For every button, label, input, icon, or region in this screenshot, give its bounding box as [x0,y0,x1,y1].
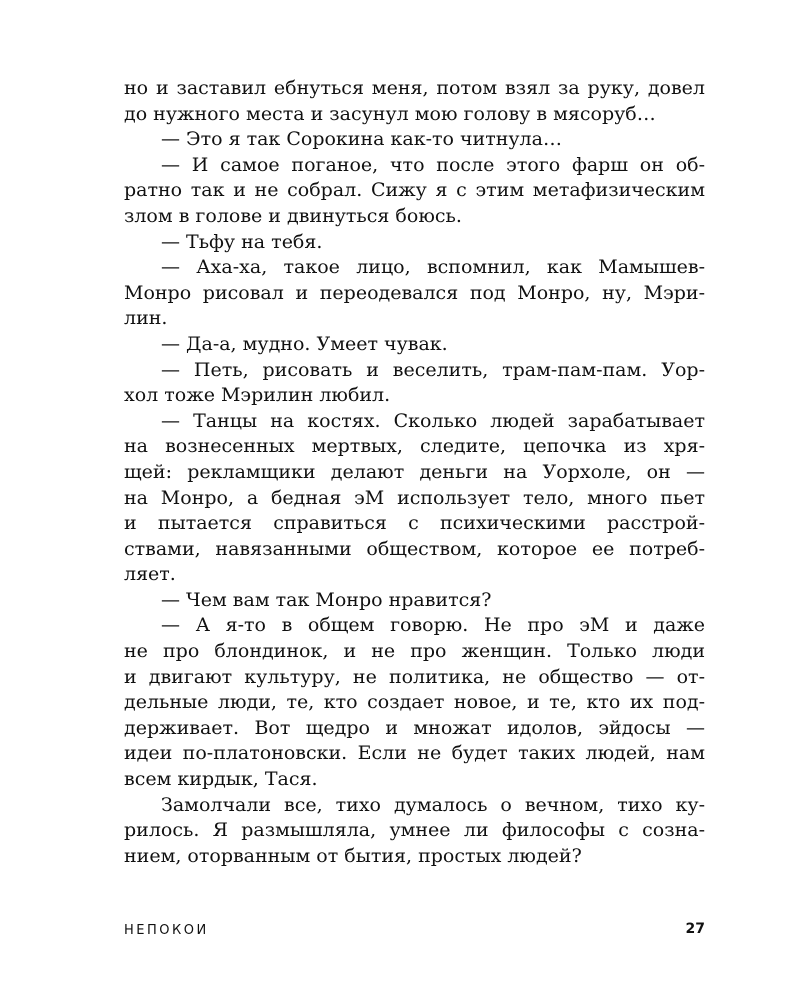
text-line-30: рилось. Я размышляла, умнее ли философы с созна- [124,819,705,842]
text-line-29: Замолчали все, тихо думалось о вечном, тихо ку- [161,793,705,816]
text-line-10: лин. [124,307,168,330]
text-line-14: — Танцы на костях. Сколько людей зарабатывает [161,409,705,432]
text-line-13: хол тоже Мэрилин любил. [124,384,391,407]
text-line-5: ратно так и не собрал. Сижу я с этим метафизическим [124,179,705,202]
text-line-12: — Петь, рисовать и веселить, трам-пам-пам. Уор- [161,358,705,381]
text-line-3: — Это я так Сорокина как-то читнула… [161,128,562,151]
text-line-2: до нужного места и засунул мою голову в мясоруб… [124,102,656,125]
running-footer-title: НЕПОКОИ [124,923,209,938]
page-number: 27 [685,921,705,937]
text-line-24: и двигают культуру, не политика, не общество — от- [124,665,705,688]
text-line-22: — А я-то в общем говорю. Не про эМ и даже [161,614,705,637]
text-line-8: — Аха-ха, такое лицо, вспомнил, как Мамышев- [161,256,705,279]
text-line-9: Монро рисовал и переодевался под Монро, ну, Мэри- [124,281,705,304]
text-line-16: щей: рекламщики делают деньги на Уорхоле, он — [124,460,705,483]
text-line-27: идеи по-платоновски. Если не будет таких людей, нам [124,742,705,765]
text-line-25: дельные люди, те, кто создает новое, и те, кто их под- [124,691,705,714]
text-line-31: нием, оторванным от бытия, простых людей? [124,844,582,867]
text-line-6: злом в голове и двинуться боюсь. [124,204,462,227]
text-line-19: ствами, навязанными обществом, которое ее потреб- [124,537,705,560]
text-line-1: но и заставил ебнуться меня, потом взял за руку, довел [124,77,705,99]
text-line-4: — И самое поганое, что после этого фарш он об- [161,153,705,176]
text-line-23: не про блондинок, и не про женщин. Только люди [124,640,705,663]
text-line-11: — Да-а, мудно. Умеет чувак. [161,332,448,355]
text-line-17: на Монро, а бедная эМ использует тело, много пьет [124,486,705,509]
text-line-18: и пытается справиться с психическими расстрой- [124,512,705,535]
text-line-21: — Чем вам так Монро нравится? [161,588,492,611]
text-line-15: на вознесенных мертвых, следите, цепочка из хря- [124,435,705,458]
text-line-26: держивает. Вот щедро и множат идолов, эйдосы — [124,716,705,739]
text-line-20: ляет. [124,563,176,586]
text-line-28: всем кирдык, Тася. [124,768,318,791]
page-body [124,76,705,869]
text-line-7: — Тьфу на тебя. [161,230,323,253]
